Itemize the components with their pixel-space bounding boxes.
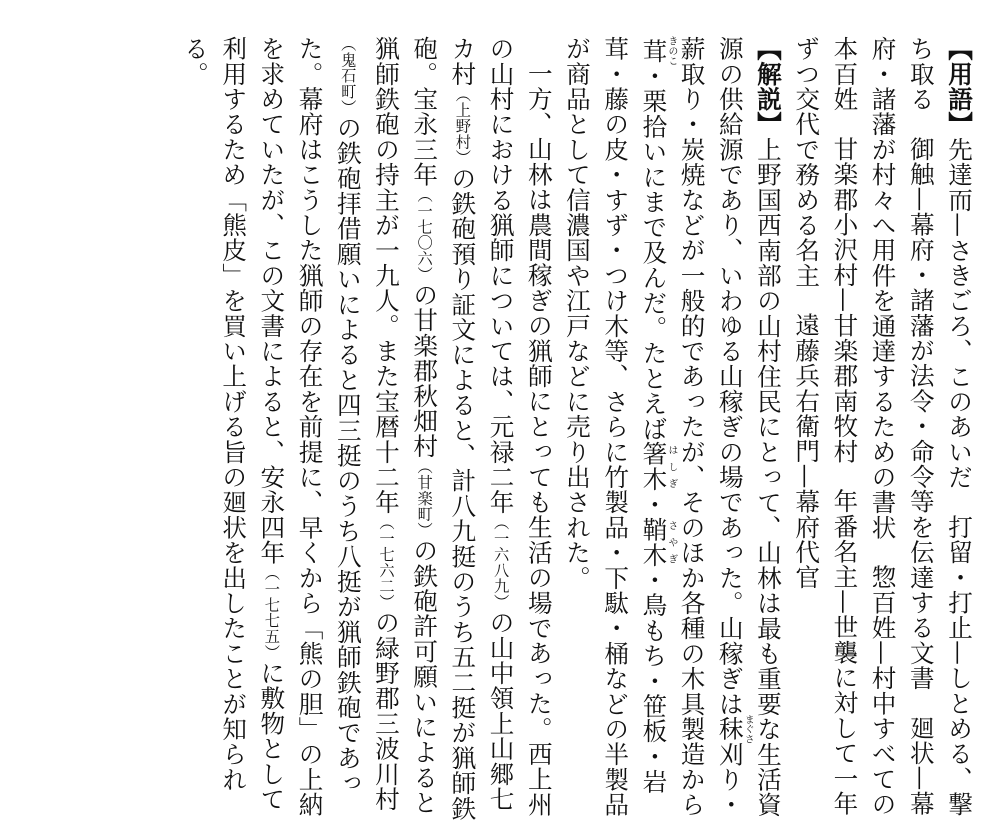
term-separator: — [906,765,936,791]
yougo-tag: 【用語】 [945,36,974,137]
term-separator: — [945,212,974,238]
kaisetsu-paragraph-2 [176,36,558,826]
term-separator: — [830,589,860,615]
text-run: の甘楽郡秋畑村 [410,282,440,459]
term-meaning: 世襲に対して一年ずつ交代で務める名主 [792,36,860,817]
text-run: ・鳥もち・笹板・岩茸・藤の皮・すず・つけ木等、さらに竹製品・下駄・桶などの半製品が商品として信濃国や江戸などに売り出された。 [562,36,669,818]
text-run: 上野国西南部の山村住民にとって、山林は最も重要な生活資源の供給源であり、いわゆる山稼ぎの場であった。山稼ぎは [715,36,783,818]
term-meaning: 村中すべての本百姓 [830,36,898,817]
ruby-word: 秣まぐさ [715,714,754,744]
term: 御触 [906,136,936,187]
term: 甘楽郡小沢村 [830,136,860,288]
term: 先達而 [945,136,974,213]
term-meaning: さきごろ、このあいだ [945,237,974,490]
text-run: の山中領上山郷七カ村 [448,36,516,812]
term: 打留・打止 [945,514,974,641]
term-separator: — [906,186,936,212]
place-note: （上野村） [453,86,472,166]
ruby-word: 箸木はしぎ [639,441,678,492]
term: 遠藤兵右衛門 [792,312,822,464]
term-meaning: 甘楽郡南牧村 [830,312,860,464]
text-run: 一方、山林は農間稼ぎの猟師にとっても生活の場であった。西上州の山村における猟師については、元禄二年 [486,36,554,817]
yougo-section [787,36,978,826]
ruby-word: 鞘木さやぎ [639,516,678,568]
term-separator: — [830,287,860,313]
term-meaning: しとめる、撃ち取る [906,36,974,817]
text-run: 刈り・薪取り・炭焼などが一般的であったが、そのほか各種の木具製造から [677,36,745,818]
place-note: （甘楽町） [415,458,434,538]
term-meaning: 幕府・諸藩が村々へ用件を通達するための書状 [868,36,936,817]
text-run: の鉄砲許可願いによると猟師鉄砲の持主が一九人。また宝暦十二年 [371,36,440,816]
term-separator: — [792,463,822,489]
term-meaning: 幕府代官 [792,489,822,590]
year-note: （一七〇六） [415,187,434,283]
text-run: の緑野郡三波川村 [371,609,401,812]
term: 年番名主 [830,488,860,590]
term-separator: — [868,640,898,666]
text-run: の鉄砲預り証文によると、計八九挺のうち五二挺が猟師鉄砲。宝永三年 [410,36,478,821]
text-run: の鉄砲拝借願いによると四三挺のうち八挺が猟師鉄砲であった。幕府はこうした猟師の存在を前提に、早くから「熊の胆」の上納を求めていたが、この文書によると、安永四年 [257,36,363,818]
year-note: （一七六二） [376,514,395,610]
place-note: （鬼石町） [338,36,357,116]
term: 惣百姓 [868,564,898,641]
kaisetsu-paragraph-1 [558,36,787,826]
text-run: に敷物として利用するため「熊皮」を買い上げる旨の廻状を出したことが知られる。 [180,36,287,812]
term: 廻状 [906,715,936,766]
text-run: ・栗拾いにまで及んだ。たとえば [639,63,669,442]
year-note: （一六八九） [491,514,510,610]
vertical-text-body [176,36,978,826]
term-separator: — [945,640,974,666]
kaisetsu-tag: 【解説】 [753,36,783,137]
ruby-word: 茸きのこ [639,36,678,66]
year-note: （一七七五） [262,565,281,661]
text-run: ・ [639,491,669,517]
term-meaning: 幕府・諸藩が法令・命令等を伝達する文書 [906,211,936,691]
